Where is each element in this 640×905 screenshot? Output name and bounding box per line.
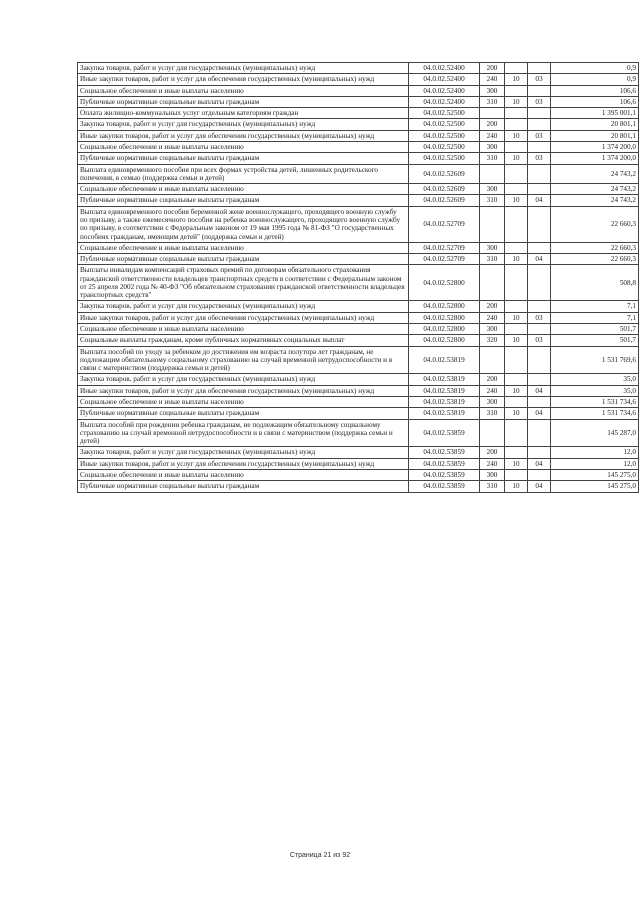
row-subsection: 04 xyxy=(528,481,551,492)
row-target-code: 04.0.02.52500 xyxy=(409,141,480,152)
row-section xyxy=(505,242,528,253)
row-name: Социальные выплаты гражданам, кроме публичных нормативных социальных выплат xyxy=(78,335,409,346)
table-row xyxy=(78,96,639,107)
row-expense-type: 240 xyxy=(480,130,505,141)
row-section xyxy=(505,346,528,374)
table-row xyxy=(78,346,639,374)
row-amount: 508,8 xyxy=(551,265,639,301)
row-name: Социальное обеспечение и иные выплаты населению xyxy=(78,85,409,96)
row-expense-type: 200 xyxy=(480,119,505,130)
row-section xyxy=(505,469,528,480)
row-subsection xyxy=(528,397,551,408)
row-subsection: 04 xyxy=(528,408,551,419)
row-amount: 7,1 xyxy=(551,301,639,312)
row-amount: 145 275,0 xyxy=(551,481,639,492)
row-expense-type: 300 xyxy=(480,397,505,408)
row-expense-type xyxy=(480,346,505,374)
row-target-code: 04.0.02.53859 xyxy=(409,447,480,458)
row-amount: 0,9 xyxy=(551,63,639,74)
table-row xyxy=(78,385,639,396)
row-section: 10 xyxy=(505,254,528,265)
row-amount: 1 395 001,1 xyxy=(551,108,639,119)
row-target-code: 04.0.02.53859 xyxy=(409,419,480,447)
row-name: Закупка товаров, работ и услуг для государственных (муниципальных) нужд xyxy=(78,374,409,385)
row-amount: 24 743,2 xyxy=(551,164,639,184)
table-row xyxy=(78,74,639,85)
row-expense-type: 200 xyxy=(480,447,505,458)
row-name: Закупка товаров, работ и услуг для государственных (муниципальных) нужд xyxy=(78,301,409,312)
row-expense-type: 310 xyxy=(480,96,505,107)
row-name: Публичные нормативные социальные выплаты гражданам xyxy=(78,254,409,265)
table-row xyxy=(78,85,639,96)
row-section xyxy=(505,397,528,408)
table-row xyxy=(78,254,639,265)
row-amount: 1 374 200,0 xyxy=(551,153,639,164)
row-target-code: 04.0.02.52400 xyxy=(409,85,480,96)
row-target-code: 04.0.02.52500 xyxy=(409,153,480,164)
row-subsection: 03 xyxy=(528,335,551,346)
row-section xyxy=(505,108,528,119)
row-amount: 20 801,1 xyxy=(551,130,639,141)
row-name: Социальное обеспечение и иные выплаты населению xyxy=(78,469,409,480)
row-section xyxy=(505,141,528,152)
row-expense-type xyxy=(480,206,505,242)
row-target-code: 04.0.02.52800 xyxy=(409,324,480,335)
row-expense-type xyxy=(480,108,505,119)
table-row xyxy=(78,195,639,206)
row-amount: 24 743,2 xyxy=(551,195,639,206)
row-amount: 20 801,1 xyxy=(551,119,639,130)
row-name: Иные закупки товаров, работ и услуг для обеспечения государственных (муниципальных) нужд xyxy=(78,312,409,323)
row-amount: 12,0 xyxy=(551,447,639,458)
row-section xyxy=(505,447,528,458)
row-section xyxy=(505,206,528,242)
table-row xyxy=(78,63,639,74)
row-expense-type: 310 xyxy=(480,408,505,419)
row-target-code: 04.0.02.53859 xyxy=(409,469,480,480)
row-section: 10 xyxy=(505,458,528,469)
row-expense-type xyxy=(480,265,505,301)
row-amount: 1 531 734,6 xyxy=(551,408,639,419)
row-name: Социальное обеспечение и иные выплаты населению xyxy=(78,242,409,253)
table-row xyxy=(78,141,639,152)
row-section xyxy=(505,63,528,74)
row-target-code: 04.0.02.52609 xyxy=(409,164,480,184)
row-target-code: 04.0.02.53819 xyxy=(409,374,480,385)
row-amount: 7,1 xyxy=(551,312,639,323)
row-name: Публичные нормативные социальные выплаты гражданам xyxy=(78,408,409,419)
row-name: Социальное обеспечение и иные выплаты населению xyxy=(78,324,409,335)
row-expense-type: 240 xyxy=(480,458,505,469)
row-section: 10 xyxy=(505,335,528,346)
row-target-code: 04.0.02.52800 xyxy=(409,301,480,312)
row-subsection: 04 xyxy=(528,195,551,206)
row-target-code: 04.0.02.52800 xyxy=(409,265,480,301)
row-target-code: 04.0.02.53819 xyxy=(409,346,480,374)
row-target-code: 04.0.02.53819 xyxy=(409,397,480,408)
row-subsection xyxy=(528,141,551,152)
row-target-code: 04.0.02.53859 xyxy=(409,458,480,469)
row-subsection xyxy=(528,265,551,301)
row-subsection xyxy=(528,85,551,96)
row-name: Иные закупки товаров, работ и услуг для обеспечения государственных (муниципальных) нужд xyxy=(78,130,409,141)
row-expense-type: 300 xyxy=(480,85,505,96)
row-expense-type: 200 xyxy=(480,374,505,385)
row-amount: 12,0 xyxy=(551,458,639,469)
row-amount: 145 275,0 xyxy=(551,469,639,480)
row-section: 10 xyxy=(505,96,528,107)
table-row xyxy=(78,397,639,408)
row-amount: 0,9 xyxy=(551,74,639,85)
budget-table xyxy=(77,62,639,493)
row-target-code: 04.0.02.52500 xyxy=(409,108,480,119)
row-target-code: 04.0.02.53859 xyxy=(409,481,480,492)
row-expense-type: 310 xyxy=(480,195,505,206)
row-target-code: 04.0.02.52800 xyxy=(409,335,480,346)
row-subsection: 03 xyxy=(528,74,551,85)
row-section: 10 xyxy=(505,153,528,164)
row-subsection xyxy=(528,324,551,335)
table-row xyxy=(78,374,639,385)
row-amount: 22 660,3 xyxy=(551,254,639,265)
row-section xyxy=(505,419,528,447)
row-amount: 501,7 xyxy=(551,324,639,335)
row-name: Выплата пособий при рождении ребенка гражданам, не подлежащим обязательному социальному страхованию на случай временной нетрудоспособности и в связи с материнством (поддержка семьи и детей) xyxy=(78,419,409,447)
table-row xyxy=(78,469,639,480)
row-subsection: 04 xyxy=(528,254,551,265)
table-row xyxy=(78,458,639,469)
row-section xyxy=(505,184,528,195)
row-subsection: 04 xyxy=(528,458,551,469)
row-section xyxy=(505,324,528,335)
table-row xyxy=(78,301,639,312)
row-subsection xyxy=(528,374,551,385)
row-subsection: 03 xyxy=(528,153,551,164)
row-subsection xyxy=(528,346,551,374)
table-row xyxy=(78,447,639,458)
row-target-code: 04.0.02.52709 xyxy=(409,254,480,265)
row-amount: 1 531 734,6 xyxy=(551,397,639,408)
table-row xyxy=(78,408,639,419)
table-row xyxy=(78,242,639,253)
table-row xyxy=(78,312,639,323)
row-subsection xyxy=(528,242,551,253)
row-amount: 22 660,3 xyxy=(551,242,639,253)
row-expense-type: 310 xyxy=(480,153,505,164)
row-expense-type: 310 xyxy=(480,481,505,492)
row-expense-type: 200 xyxy=(480,63,505,74)
row-amount: 24 743,2 xyxy=(551,184,639,195)
table-row xyxy=(78,119,639,130)
row-section xyxy=(505,85,528,96)
row-name: Публичные нормативные социальные выплаты гражданам xyxy=(78,96,409,107)
row-subsection: 04 xyxy=(528,385,551,396)
row-subsection: 03 xyxy=(528,130,551,141)
row-subsection: 03 xyxy=(528,96,551,107)
row-section xyxy=(505,164,528,184)
row-name: Выплата единовременного пособия при всех формах устройства детей, лишенных родительского попечения, в семью (поддержка семьи и детей) xyxy=(78,164,409,184)
table-row xyxy=(78,130,639,141)
row-name: Иные закупки товаров, работ и услуг для обеспечения государственных (муниципальных) нужд xyxy=(78,458,409,469)
row-expense-type: 300 xyxy=(480,184,505,195)
row-section: 10 xyxy=(505,408,528,419)
row-target-code: 04.0.02.52609 xyxy=(409,184,480,195)
row-amount: 22 660,3 xyxy=(551,206,639,242)
row-amount: 1 531 769,6 xyxy=(551,346,639,374)
row-target-code: 04.0.02.53819 xyxy=(409,408,480,419)
row-section: 10 xyxy=(505,312,528,323)
row-expense-type: 300 xyxy=(480,141,505,152)
row-name: Закупка товаров, работ и услуг для государственных (муниципальных) нужд xyxy=(78,447,409,458)
table-row xyxy=(78,153,639,164)
budget-table-body xyxy=(78,63,639,493)
row-amount: 106,6 xyxy=(551,96,639,107)
row-subsection xyxy=(528,206,551,242)
row-name: Публичные нормативные социальные выплаты гражданам xyxy=(78,481,409,492)
row-name: Выплата единовременного пособия беременной жене военнослужащего, проходящего военную службу по призыву, а также ежемесячного пособия на ребенка военнослужащего, проходящего военную службу по призыву, в соответствии с Федеральным законом от 19 мая 1995 года № 81-ФЗ "О государственных пособиях гражданам, имеющим детей" (поддержка семьи и детей) xyxy=(78,206,409,242)
row-section: 10 xyxy=(505,130,528,141)
row-subsection xyxy=(528,447,551,458)
row-name: Социальное обеспечение и иные выплаты населению xyxy=(78,141,409,152)
row-subsection xyxy=(528,419,551,447)
row-name: Публичные нормативные социальные выплаты гражданам xyxy=(78,153,409,164)
row-amount: 35,0 xyxy=(551,374,639,385)
row-name: Оплата жилищно-коммунальных услуг отдельным категориям граждан xyxy=(78,108,409,119)
row-section: 10 xyxy=(505,481,528,492)
row-name: Иные закупки товаров, работ и услуг для обеспечения государственных (муниципальных) нужд xyxy=(78,385,409,396)
row-amount: 106,6 xyxy=(551,85,639,96)
row-section: 10 xyxy=(505,74,528,85)
row-expense-type xyxy=(480,164,505,184)
table-row xyxy=(78,184,639,195)
row-name: Выплаты инвалидам компенсаций страховых премий по договорам обязательного страхования гражданской ответственности владельцев транспортных средств в соответствии с Федеральным законом от 25 апреля 2002 года № 40-ФЗ "Об обязательном страховании гражданской ответственности владельцев транспортных средств" xyxy=(78,265,409,301)
row-section xyxy=(505,374,528,385)
table-row xyxy=(78,164,639,184)
row-target-code: 04.0.02.52400 xyxy=(409,63,480,74)
row-expense-type: 310 xyxy=(480,254,505,265)
row-name: Социальное обеспечение и иные выплаты населению xyxy=(78,397,409,408)
row-subsection xyxy=(528,63,551,74)
row-expense-type: 240 xyxy=(480,385,505,396)
table-row xyxy=(78,108,639,119)
table-row xyxy=(78,481,639,492)
row-expense-type: 300 xyxy=(480,242,505,253)
row-expense-type: 300 xyxy=(480,469,505,480)
row-expense-type: 240 xyxy=(480,312,505,323)
row-subsection xyxy=(528,184,551,195)
row-name: Публичные нормативные социальные выплаты гражданам xyxy=(78,195,409,206)
row-name: Социальное обеспечение и иные выплаты населению xyxy=(78,184,409,195)
row-subsection xyxy=(528,119,551,130)
row-target-code: 04.0.02.53819 xyxy=(409,385,480,396)
row-subsection: 03 xyxy=(528,312,551,323)
row-target-code: 04.0.02.52400 xyxy=(409,96,480,107)
row-target-code: 04.0.02.52709 xyxy=(409,206,480,242)
row-name: Закупка товаров, работ и услуг для государственных (муниципальных) нужд xyxy=(78,119,409,130)
row-section xyxy=(505,301,528,312)
row-amount: 145 287,0 xyxy=(551,419,639,447)
page-number: Страница 21 из 92 xyxy=(289,852,351,859)
row-section: 10 xyxy=(505,195,528,206)
row-subsection xyxy=(528,108,551,119)
row-subsection xyxy=(528,469,551,480)
row-amount: 501,7 xyxy=(551,335,639,346)
row-name: Иные закупки товаров, работ и услуг для обеспечения государственных (муниципальных) нужд xyxy=(78,74,409,85)
row-target-code: 04.0.02.52800 xyxy=(409,312,480,323)
row-expense-type xyxy=(480,419,505,447)
row-section xyxy=(505,265,528,301)
row-section xyxy=(505,119,528,130)
row-amount: 35,0 xyxy=(551,385,639,396)
row-subsection xyxy=(528,164,551,184)
row-target-code: 04.0.02.52400 xyxy=(409,74,480,85)
row-expense-type: 320 xyxy=(480,335,505,346)
row-amount: 1 374 200,0 xyxy=(551,141,639,152)
row-name: Закупка товаров, работ и услуг для государственных (муниципальных) нужд xyxy=(78,63,409,74)
row-expense-type: 300 xyxy=(480,324,505,335)
table-row xyxy=(78,419,639,447)
table-row xyxy=(78,265,639,301)
row-section: 10 xyxy=(505,385,528,396)
table-row xyxy=(78,324,639,335)
table-row xyxy=(78,335,639,346)
row-target-code: 04.0.02.52609 xyxy=(409,195,480,206)
row-target-code: 04.0.02.52500 xyxy=(409,119,480,130)
row-expense-type: 240 xyxy=(480,74,505,85)
row-target-code: 04.0.02.52500 xyxy=(409,130,480,141)
row-target-code: 04.0.02.52709 xyxy=(409,242,480,253)
table-row xyxy=(78,206,639,242)
row-subsection xyxy=(528,301,551,312)
row-name: Выплата пособий по уходу за ребенком до достижения им возраста полутора лет гражданам, не подлежащим обязательному социальному страхованию на случай временной нетрудоспособности и в связи с материнством (поддержка семьи и детей) xyxy=(78,346,409,374)
row-expense-type: 200 xyxy=(480,301,505,312)
